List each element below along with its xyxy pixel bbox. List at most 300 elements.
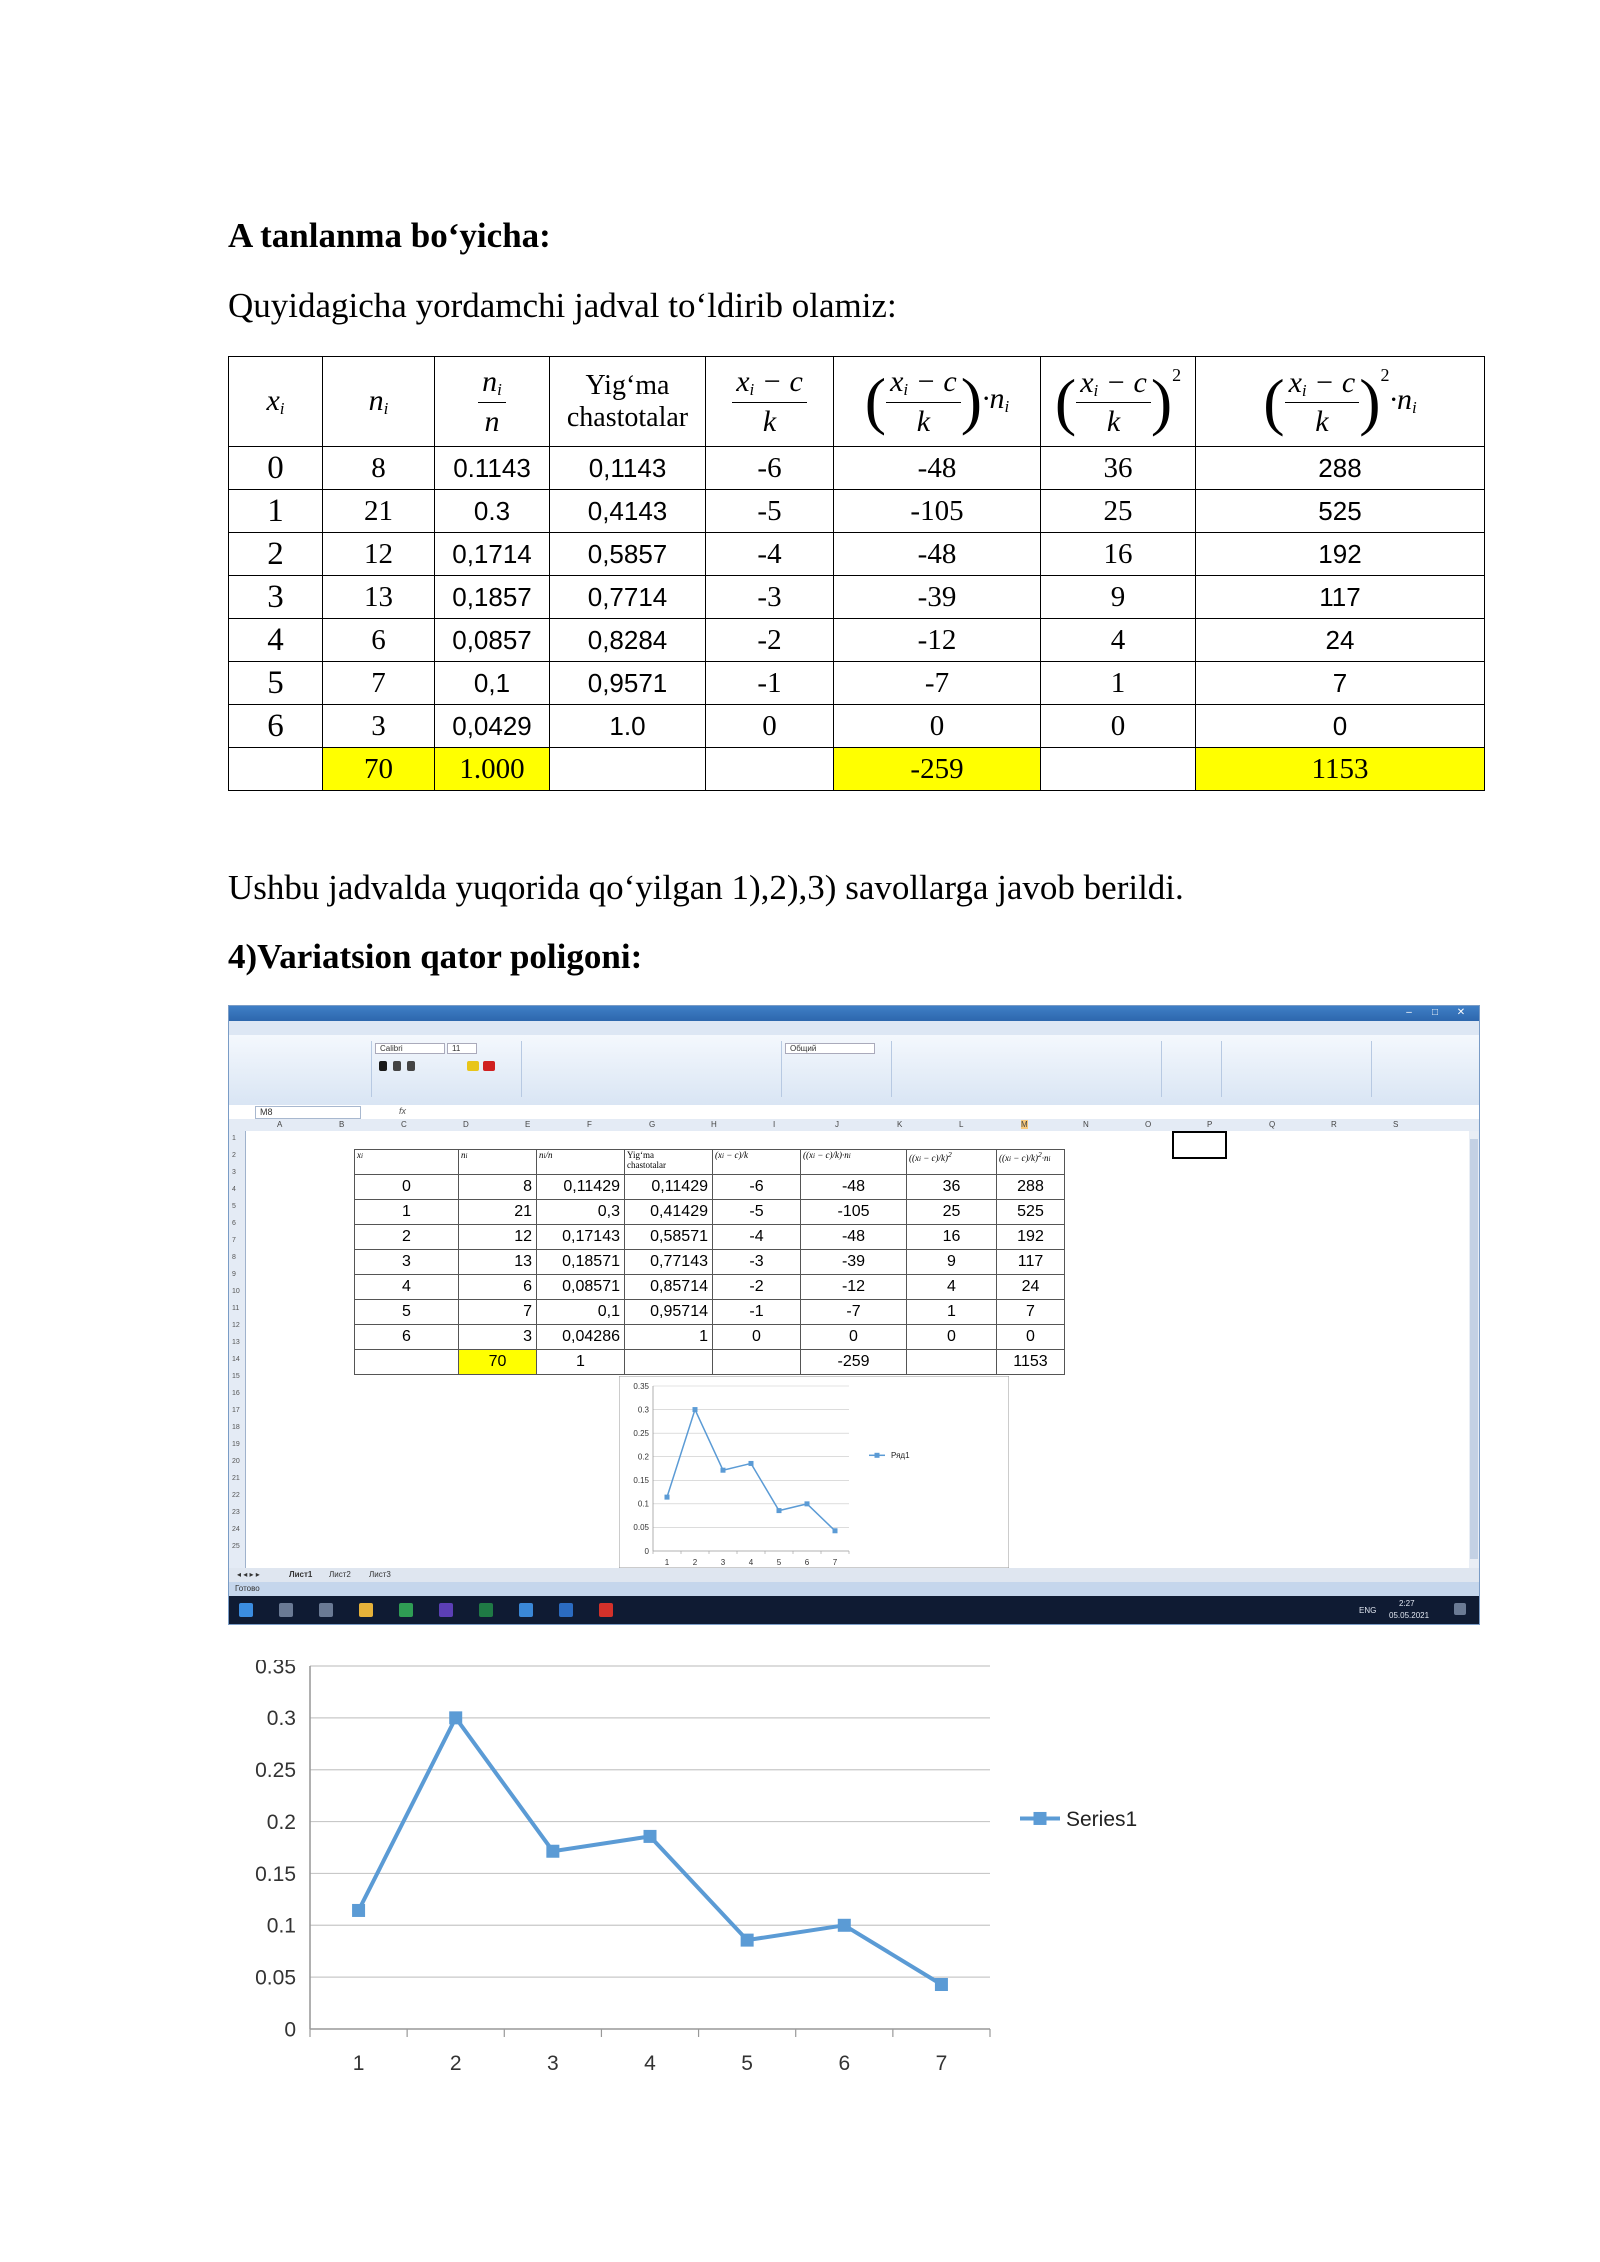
excel-cell[interactable]: 7 [459,1300,537,1325]
excel-header-u-ni: ((xi − c)/k)·ni [801,1150,907,1175]
row-header[interactable]: 23 [232,1509,240,1516]
table-cell: 0 [706,705,834,748]
x-tick-label: 1 [352,2052,365,2075]
table-cell: 8 [323,447,435,490]
ribbon-group-cells [1161,1041,1222,1097]
excel-header-u-squared-ni: $((xi - c)/k)^2\cdot ni$ [997,1150,1065,1175]
y-tick-label: 0.2 [266,1810,296,1834]
excel-cell[interactable]: 16 [907,1225,997,1250]
y-tick-label: 0.15 [633,1476,649,1486]
table-cell: 36 [1041,447,1196,490]
table-cell: 117 [1196,576,1485,619]
x-tick-label: 4 [644,2052,656,2075]
table-cell: 0 [229,447,323,490]
section-heading-a: A tanlanma bo‘yicha: [228,216,551,255]
column-header[interactable]: K [897,1120,903,1129]
table-cell: 0,8284 [550,619,706,662]
excel-cell[interactable]: 13 [459,1250,537,1275]
excel-total-cell[interactable]: 1 [537,1350,625,1375]
y-tick-label: 0.1 [637,1499,649,1509]
excel-cell[interactable]: 3 [355,1250,459,1275]
excel-total-cell[interactable]: 1153 [997,1350,1065,1375]
excel-cell[interactable]: 0,04286 [537,1325,625,1350]
row-header[interactable]: 18 [232,1424,240,1431]
row-header[interactable]: 19 [232,1441,240,1448]
legend-label: Ряд1 [891,1451,910,1461]
header-u: $\frac{x_i - c}{k}$ [706,357,834,447]
y-tick-label: 0.2 [637,1452,649,1462]
variation-polygon-chart [228,1660,1228,2100]
intro-paragraph: Quyidagicha yordamchi jadval to‘ldirib olamiz: [228,286,897,325]
data-point [644,1830,657,1843]
table-cell: 6 [323,619,435,662]
x-tick-label: 4 [748,1558,754,1567]
legend-marker [875,1453,880,1458]
row-header[interactable]: 9 [232,1271,236,1278]
excel-cell[interactable]: 288 [997,1175,1065,1200]
excel-cell[interactable]: 6 [459,1275,537,1300]
table-cell: 0.1143 [435,447,550,490]
table-cell: 12 [323,533,435,576]
y-tick-label: 0 [284,2018,296,2042]
table-cell: 3 [323,705,435,748]
row-header[interactable]: 17 [232,1407,240,1414]
row-header[interactable]: 1 [232,1135,236,1142]
excel-title-bar [229,1006,1479,1021]
table-cell: 21 [323,490,435,533]
column-header[interactable]: L [959,1120,964,1129]
excel-cell[interactable]: 4 [907,1275,997,1300]
table-total-cell: 1.000 [435,748,550,791]
column-header[interactable]: O [1145,1120,1152,1129]
table-cell: 16 [1041,533,1196,576]
excel-cell[interactable]: 1 [355,1200,459,1225]
excel-header-xi: xi [355,1150,459,1175]
excel-cell[interactable]: 0,17143 [537,1225,625,1250]
table-cell: 4 [1041,619,1196,662]
excel-cell[interactable]: 21 [459,1200,537,1225]
data-point [741,1934,754,1947]
row-header[interactable]: 10 [232,1288,240,1295]
y-tick-label: 0.05 [255,1966,296,1990]
data-point [833,1528,838,1533]
vertical-scrollbar[interactable] [1469,1131,1479,1568]
table-cell: -105 [834,490,1041,533]
row-header[interactable]: 5 [232,1203,236,1210]
row-header[interactable]: 3 [232,1169,236,1176]
y-tick-label: 0.15 [255,1862,296,1886]
x-tick-label: 3 [547,2052,559,2075]
column-header[interactable]: R [1331,1120,1337,1129]
excel-cell[interactable]: -39 [801,1250,907,1275]
excel-cell[interactable]: 117 [997,1250,1065,1275]
number-format-box[interactable]: Общий [785,1043,875,1054]
sheet-tab-1[interactable]: Лист1 [289,1570,313,1579]
row-header[interactable]: 8 [232,1254,236,1261]
row-header[interactable]: 4 [232,1186,236,1193]
name-box[interactable]: M8 [255,1106,361,1119]
data-point [352,1904,365,1917]
table-cell: 9 [1041,576,1196,619]
table-cell: 3 [229,576,323,619]
maximize-icon[interactable]: □ [1431,1007,1439,1018]
status-bar [229,1582,1479,1596]
excel-cell[interactable]: 0 [355,1175,459,1200]
excel-cell[interactable]: -1 [713,1300,801,1325]
excel-cell[interactable]: 0,77143 [625,1250,713,1275]
row-header[interactable]: 20 [232,1458,240,1465]
status-ready: Готово [235,1584,260,1593]
row-header[interactable]: 11 [232,1305,240,1312]
table-cell: 13 [323,576,435,619]
table-cell: -2 [706,619,834,662]
worksheet-grid[interactable] [229,1131,1469,1568]
table-cell: 0 [1196,705,1485,748]
store-icon[interactable] [399,1603,413,1617]
header-u-squared: ( $\frac{x_i - c}{k}$ )$^2$ [1041,357,1196,447]
table-cell: -5 [706,490,834,533]
x-tick-label: 7 [832,1558,838,1567]
ribbon-group-number [781,1041,892,1097]
excel-cell[interactable]: -48 [801,1175,907,1200]
row-header[interactable]: 2 [232,1152,236,1159]
table-cell: 7 [323,662,435,705]
excel-total-cell[interactable] [713,1350,801,1375]
excel-row [355,1250,1065,1275]
excel-cell[interactable]: 192 [997,1225,1065,1250]
task-view-icon[interactable] [319,1603,333,1617]
excel-row [355,1325,1065,1350]
excel-cell[interactable]: -2 [713,1275,801,1300]
table-cell: 0,1143 [550,447,706,490]
excel-cell[interactable]: 2 [355,1225,459,1250]
header-cumulative [550,357,706,447]
table-total-cell [1041,748,1196,791]
x-tick-label: 2 [692,1558,698,1567]
sheet-nav-icon[interactable]: ◂ ◂ ▸ ▸ [237,1570,260,1579]
excel-cell[interactable]: 8 [459,1175,537,1200]
excel-header-ni: ni [459,1150,537,1175]
ribbon-group-styles [891,1041,1162,1097]
excel-cell[interactable]: -4 [713,1225,801,1250]
excel-cell[interactable]: 5 [355,1300,459,1325]
table-total-cell [229,748,323,791]
answer-paragraph: Ushbu jadvalda yuqorida qo‘yilgan 1),2),3) savollarga javob berildi. [228,868,1184,907]
ribbon-group-alignment [521,1041,782,1097]
table-cell: 0 [1041,705,1196,748]
table-cell: 0,1857 [435,576,550,619]
table-cell: -48 [834,447,1041,490]
column-header[interactable]: C [401,1120,407,1129]
column-header[interactable]: S [1393,1120,1399,1129]
excel-embedded-chart[interactable] [619,1376,1009,1568]
excel-cell[interactable]: 24 [997,1275,1065,1300]
excel-cell[interactable]: 6 [355,1325,459,1350]
header-xi: $x_i$ [229,357,323,447]
column-header[interactable]: I [773,1120,776,1129]
table-cell: -3 [706,576,834,619]
app-icon[interactable] [439,1603,453,1617]
column-header[interactable]: A [277,1120,283,1129]
header-cumulative-line1: Yig‘ma [585,369,670,401]
table-cell: 25 [1041,490,1196,533]
excel-cell[interactable]: -48 [801,1225,907,1250]
row-header[interactable]: 24 [232,1526,240,1533]
row-header[interactable]: 25 [232,1543,240,1550]
table-cell: 288 [1196,447,1485,490]
excel-cell[interactable]: -3 [713,1250,801,1275]
excel-header-u-squared: $((xi - c)/k)^2$ [907,1150,997,1175]
fill-color-icon[interactable] [467,1061,479,1071]
row-header[interactable]: 22 [232,1492,240,1499]
excel-header-relative-frequency: ni/n [537,1150,625,1175]
data-point [546,1845,559,1858]
data-point [749,1461,754,1466]
excel-cell[interactable]: 0,95714 [625,1300,713,1325]
table-cell: 2 [229,533,323,576]
row-header[interactable]: 7 [232,1237,236,1244]
excel-cell[interactable]: 36 [907,1175,997,1200]
font-color-icon[interactable] [483,1061,495,1071]
row-headers [229,1131,246,1568]
table-cell: -48 [834,533,1041,576]
excel-cell[interactable]: 12 [459,1225,537,1250]
excel-cell[interactable]: 0,58571 [625,1225,713,1250]
excel-cell[interactable]: 0,11429 [537,1175,625,1200]
table-cell: -6 [706,447,834,490]
excel-cell[interactable]: 0,08571 [537,1275,625,1300]
header-relative-frequency: $\frac{n_i}{n}$ [435,357,550,447]
excel-cell[interactable]: -105 [801,1200,907,1225]
excel-cell[interactable]: 0,41429 [625,1200,713,1225]
data-point [449,1711,462,1724]
excel-header-u: (xi − c)/k [713,1150,801,1175]
table-cell: 0,7714 [550,576,706,619]
header-ni: $n_i$ [323,357,435,447]
excel-row [355,1225,1065,1250]
data-point [721,1468,726,1473]
y-tick-label: 0.05 [633,1523,649,1533]
word-app-icon[interactable] [559,1603,573,1617]
table-cell: 0,1714 [435,533,550,576]
x-tick-label: 5 [741,2052,753,2075]
table-cell: 0,0429 [435,705,550,748]
excel-cell[interactable]: 1 [625,1325,713,1350]
excel-app-icon[interactable] [479,1603,493,1617]
excel-cell[interactable]: 0 [713,1325,801,1350]
underline-icon[interactable] [407,1061,415,1071]
excel-cell[interactable]: 0,18571 [537,1250,625,1275]
helper-table [228,356,1485,791]
column-header[interactable]: E [525,1120,531,1129]
excel-cell[interactable]: 7 [997,1300,1065,1325]
selected-cell[interactable] [1172,1131,1227,1159]
excel-cell[interactable]: 525 [997,1200,1065,1225]
table-cell: 525 [1196,490,1485,533]
table-header-row [229,357,1485,447]
y-tick-label: 0 [644,1546,649,1556]
x-tick-label: 2 [449,2052,462,2075]
column-header[interactable]: H [711,1120,717,1129]
y-tick-label: 0.35 [633,1381,649,1391]
excel-cell[interactable]: 1 [907,1300,997,1325]
column-header[interactable]: B [339,1120,345,1129]
italic-icon[interactable] [393,1061,401,1071]
table-cell: -4 [706,533,834,576]
excel-cell[interactable]: 4 [355,1275,459,1300]
excel-cell[interactable]: 0,1 [537,1300,625,1325]
table-cell: 0 [834,705,1041,748]
excel-cell[interactable]: -7 [801,1300,907,1325]
y-tick-label: 0.35 [255,1660,296,1679]
excel-cell[interactable]: 25 [907,1200,997,1225]
clock-date[interactable]: 05.05.2021 [1389,1611,1430,1620]
excel-cell[interactable]: 9 [907,1250,997,1275]
data-point [777,1508,782,1513]
row-header[interactable]: 15 [232,1373,240,1380]
y-tick-label: 0.25 [255,1759,296,1783]
table-cell: 192 [1196,533,1485,576]
table-cell: -12 [834,619,1041,662]
row-header[interactable]: 6 [232,1220,236,1227]
header-cumulative-line2: chastotalar [566,401,689,433]
font-size-box[interactable]: 11 [447,1043,477,1054]
table-cell: 1 [1041,662,1196,705]
table-cell: 1 [229,490,323,533]
fx-icon[interactable]: fx [399,1106,407,1116]
excel-row [355,1175,1065,1200]
sheet-tabs [229,1568,1479,1582]
row-header[interactable]: 13 [232,1339,240,1346]
table-total-cell: -259 [834,748,1041,791]
data-point [935,1978,948,1991]
x-tick-label: 3 [720,1558,726,1567]
data-point [693,1407,698,1412]
table-row [229,576,1485,619]
search-icon[interactable] [279,1603,293,1617]
header-u-squared-ni: ( $\frac{x_i - c}{k}$ )$^2\cdot n_i$ [1196,357,1485,447]
table-cell: 1.0 [550,705,706,748]
sheet-tab-2[interactable]: Лист2 [329,1570,351,1579]
header-u-ni: ( $\frac{x_i - c}{k}$ )$\cdot n_i$ [834,357,1041,447]
legend-label: Series1 [1066,1807,1138,1831]
excel-total-row [355,1350,1065,1375]
excel-total-cell[interactable]: 70 [459,1350,537,1375]
excel-cell[interactable]: 0 [907,1325,997,1350]
ribbon-group-font [371,1041,522,1097]
table-cell: 0,5857 [550,533,706,576]
excel-total-cell[interactable] [625,1350,713,1375]
language-indicator[interactable]: ENG [1359,1606,1377,1615]
excel-total-cell[interactable] [907,1350,997,1375]
table-cell: 4 [229,619,323,662]
table-total-cell: 70 [323,748,435,791]
windows-taskbar [229,1596,1479,1624]
column-header[interactable]: J [835,1120,839,1129]
column-header[interactable]: N [1083,1120,1089,1129]
table-cell: 0,9571 [550,662,706,705]
row-header[interactable]: 12 [232,1322,240,1329]
bold-icon[interactable] [379,1061,387,1071]
table-cell: 0,4143 [550,490,706,533]
close-icon[interactable]: ✕ [1456,1007,1466,1018]
column-header[interactable]: M [1021,1120,1028,1129]
ribbon-group-editing [1221,1041,1372,1097]
table-total-cell: 1153 [1196,748,1485,791]
excel-cell[interactable]: 0,85714 [625,1275,713,1300]
y-tick-label: 0.3 [266,1707,296,1731]
table-total-cell [706,748,834,791]
minimize-icon[interactable]: – [1406,1007,1412,1018]
clock-time[interactable]: 2:27 [1399,1599,1415,1608]
excel-total-cell[interactable]: -259 [801,1350,907,1375]
y-tick-label: 0.1 [266,1914,296,1938]
excel-cell[interactable]: -5 [713,1200,801,1225]
excel-total-cell[interactable] [355,1350,459,1375]
table-cell: 7 [1196,662,1485,705]
series-line [359,1718,942,1985]
polygon-heading: 4)Variatsion qator poligoni: [228,937,643,976]
browser-icon[interactable] [519,1603,533,1617]
legend-marker [1034,1812,1047,1825]
excel-cell[interactable]: 0,3 [537,1200,625,1225]
excel-cell[interactable]: 3 [459,1325,537,1350]
x-tick-label: 7 [935,2052,948,2075]
file-explorer-icon[interactable] [359,1603,373,1617]
excel-header-cumulative-line2: chastotalar [627,1160,666,1170]
excel-header-row [355,1150,1065,1175]
excel-row [355,1275,1065,1300]
sheet-tab-3[interactable]: Лист3 [369,1570,391,1579]
column-header[interactable]: D [463,1120,469,1129]
windows-start-icon[interactable] [239,1603,253,1617]
column-header[interactable]: G [649,1120,656,1129]
data-point [665,1495,670,1500]
table-row [229,490,1485,533]
table-total-cell [550,748,706,791]
formula-bar [229,1105,1479,1120]
excel-row [355,1200,1065,1225]
ribbon-group-clipboard [231,1041,372,1097]
notification-icon[interactable] [1454,1603,1466,1615]
row-header[interactable]: 14 [232,1356,240,1363]
excel-header-cumulative [625,1150,713,1175]
table-cell: 0,0857 [435,619,550,662]
table-cell: 0,1 [435,662,550,705]
column-header[interactable]: P [1207,1120,1213,1129]
column-header[interactable]: F [587,1120,592,1129]
table-cell: -1 [706,662,834,705]
font-name-box[interactable]: Calibri [375,1043,445,1054]
table-row [229,447,1485,490]
excel-cell[interactable]: -6 [713,1175,801,1200]
table-cell: -39 [834,576,1041,619]
table-cell: 5 [229,662,323,705]
pdf-app-icon[interactable] [599,1603,613,1617]
excel-header-cumulative-line1: Yig‘ma [627,1150,654,1160]
excel-cell[interactable]: -12 [801,1275,907,1300]
chart-frame [619,1376,1009,1568]
excel-cell[interactable]: 0 [801,1325,907,1350]
x-tick-label: 6 [804,1558,810,1567]
table-row [229,533,1485,576]
ribbon-tabs [229,1021,1479,1035]
row-header[interactable]: 16 [232,1390,240,1397]
row-header[interactable]: 21 [232,1475,240,1482]
excel-cell[interactable]: 0,11429 [625,1175,713,1200]
excel-cell[interactable]: 0 [997,1325,1065,1350]
column-header[interactable]: Q [1269,1120,1276,1129]
